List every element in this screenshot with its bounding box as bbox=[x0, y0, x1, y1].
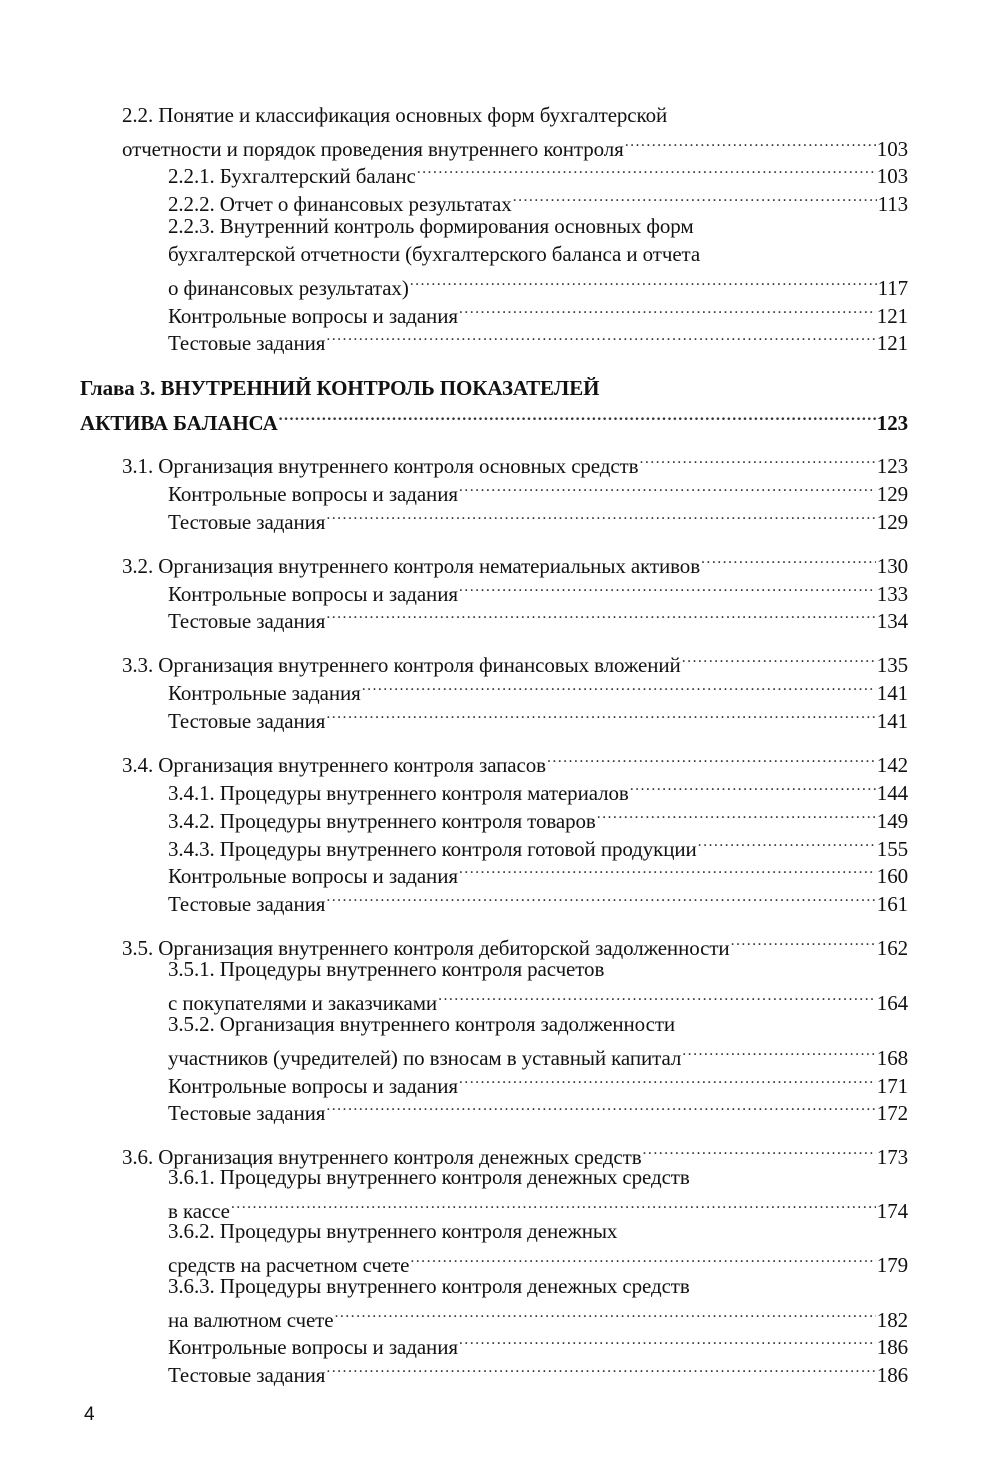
toc-chapter-heading bbox=[80, 403, 908, 435]
toc-entry-page: 162 bbox=[876, 936, 908, 960]
dot-leader bbox=[597, 801, 876, 828]
toc-entry-title: Контрольные задания bbox=[168, 681, 361, 705]
toc-entry-page: 142 bbox=[876, 753, 908, 777]
dot-leader bbox=[410, 1245, 875, 1272]
toc-entry bbox=[168, 1245, 908, 1277]
toc-entry bbox=[168, 829, 908, 861]
toc-entry-page: 130 bbox=[876, 554, 908, 578]
toc-entry-page: 133 bbox=[876, 582, 908, 606]
dot-leader bbox=[279, 403, 876, 430]
dot-leader bbox=[698, 829, 876, 856]
toc-entry-page: 103 bbox=[876, 164, 908, 188]
toc-entry-page: 121 bbox=[876, 304, 908, 328]
toc-entry-title: в кассе bbox=[168, 1199, 230, 1223]
toc-entry bbox=[168, 156, 908, 188]
toc-entry-title: 3.4. Организация внутреннего контроля запасов bbox=[122, 753, 546, 777]
dot-leader bbox=[438, 983, 876, 1010]
toc-entry bbox=[168, 673, 908, 705]
dot-leader bbox=[362, 673, 876, 700]
dot-leader bbox=[547, 745, 876, 772]
toc-entry-page: 113 bbox=[877, 192, 908, 216]
toc-entry bbox=[122, 446, 908, 478]
toc-entry-page: 121 bbox=[876, 331, 908, 355]
dot-leader bbox=[326, 884, 875, 911]
dot-leader bbox=[417, 156, 876, 183]
toc-entry-title: на валютном счете bbox=[168, 1308, 334, 1332]
toc-entry bbox=[168, 1300, 908, 1332]
toc-entry-title: Тестовые задания bbox=[168, 892, 326, 916]
toc-entry bbox=[168, 213, 694, 240]
dot-leader bbox=[682, 1038, 876, 1065]
toc-entry-page: 179 bbox=[876, 1253, 908, 1277]
dot-leader bbox=[459, 1066, 876, 1093]
dot-leader bbox=[682, 645, 876, 672]
dot-leader bbox=[459, 296, 876, 323]
toc-entry-title: Тестовые задания bbox=[168, 1363, 326, 1387]
toc-entry-title: Контрольные вопросы и задания bbox=[168, 1335, 458, 1359]
toc-entry bbox=[168, 323, 908, 355]
toc-entry-title: отчетности и порядок проведения внутреннего контроля bbox=[122, 137, 624, 161]
toc-entry bbox=[168, 1218, 617, 1245]
toc-entry-title: Контрольные вопросы и задания bbox=[168, 304, 458, 328]
toc-entry-title: 2.2.2. Отчет о финансовых результатах bbox=[168, 192, 512, 216]
toc-entry bbox=[168, 601, 908, 633]
dot-leader bbox=[326, 1093, 875, 1120]
toc-entry bbox=[168, 296, 908, 328]
toc-entry bbox=[122, 129, 908, 161]
dot-leader bbox=[731, 928, 876, 955]
toc-entry-title: АКТИВА БАЛАНСА bbox=[80, 411, 278, 435]
toc-entry-title: 3.5. Организация внутреннего контроля дебиторской задолженности bbox=[122, 936, 730, 960]
dot-leader bbox=[630, 773, 876, 800]
toc-entry-page: 117 bbox=[877, 276, 908, 300]
toc-entry-title: средств на расчетном счете bbox=[168, 1253, 410, 1277]
toc-entry-page: 155 bbox=[876, 837, 908, 861]
toc-entry-title: 2.2.1. Бухгалтерский баланс bbox=[168, 164, 416, 188]
toc-entry-title: Контрольные вопросы и задания bbox=[168, 482, 458, 506]
dot-leader bbox=[513, 184, 877, 211]
dot-leader bbox=[326, 502, 875, 529]
dot-leader bbox=[701, 546, 876, 573]
toc-entry-page: 160 bbox=[876, 864, 908, 888]
toc-entry-page: 135 bbox=[876, 653, 908, 677]
toc-entry bbox=[122, 745, 908, 777]
dot-leader bbox=[326, 601, 875, 628]
dot-leader bbox=[625, 129, 876, 156]
toc-entry-page: 164 bbox=[876, 991, 908, 1015]
toc-entry-title: 3.6.3. Процедуры внутреннего контроля денежных средств bbox=[168, 1274, 690, 1298]
toc-entry bbox=[122, 102, 667, 129]
toc-entry-page: 123 bbox=[876, 411, 908, 435]
toc-entry bbox=[168, 983, 908, 1015]
toc-entry-page: 173 bbox=[876, 1145, 908, 1169]
toc-entry-title: Контрольные вопросы и задания bbox=[168, 864, 458, 888]
toc-entry-title: бухгалтерской отчетности (бухгалтерского баланса и отчета bbox=[168, 242, 701, 266]
dot-leader bbox=[326, 1355, 875, 1382]
toc-entry bbox=[168, 184, 908, 216]
toc-entry-page: 141 bbox=[876, 681, 908, 705]
toc-entry bbox=[168, 773, 908, 805]
toc-entry-title: 3.6. Организация внутреннего контроля денежных средств bbox=[122, 1145, 642, 1169]
toc-entry bbox=[168, 241, 700, 268]
toc-entry-page: 161 bbox=[876, 892, 908, 916]
dot-leader bbox=[326, 701, 875, 728]
dot-leader bbox=[410, 268, 877, 295]
toc-entry-page: 186 bbox=[876, 1335, 908, 1359]
toc-entry-page: 182 bbox=[876, 1308, 908, 1332]
toc-entry-page: 168 bbox=[876, 1046, 908, 1070]
page-number: 4 bbox=[84, 1404, 95, 1425]
toc-entry bbox=[168, 502, 908, 534]
toc-entry bbox=[168, 884, 908, 916]
toc-entry-title: 2.2.3. Внутренний контроль формирования основных форм bbox=[168, 214, 694, 238]
toc-entry bbox=[168, 474, 908, 506]
toc-entry-page: 103 bbox=[876, 137, 908, 161]
toc-entry-title: о финансовых результатах) bbox=[168, 276, 409, 300]
toc-entry bbox=[168, 701, 908, 733]
toc-entry-page: 129 bbox=[876, 482, 908, 506]
toc-entry-title: 3.6.1. Процедуры внутреннего контроля денежных средств bbox=[168, 1165, 690, 1189]
toc-chapter-heading bbox=[80, 375, 599, 402]
toc-entry-page: 123 bbox=[876, 454, 908, 478]
toc-entry bbox=[122, 546, 908, 578]
toc-entry-page: 134 bbox=[876, 609, 908, 633]
toc-entry bbox=[168, 1164, 690, 1191]
dot-leader bbox=[639, 446, 875, 473]
toc-entry-page: 174 bbox=[876, 1199, 908, 1223]
toc-entry bbox=[168, 801, 908, 833]
toc-entry-title: участников (учредителей) по взносам в уставный капитал bbox=[168, 1046, 682, 1070]
toc-entry-title: 2.2. Понятие и классификация основных форм бухгалтерской bbox=[122, 103, 668, 127]
toc-entry-page: 129 bbox=[876, 510, 908, 534]
dot-leader bbox=[459, 856, 876, 883]
toc-entry bbox=[168, 956, 604, 983]
dot-leader bbox=[326, 323, 875, 350]
toc-entry-title: Контрольные вопросы и задания bbox=[168, 1074, 458, 1098]
toc-entry bbox=[168, 1038, 908, 1070]
toc-entry-page: 186 bbox=[876, 1363, 908, 1387]
toc-entry-page: 171 bbox=[876, 1074, 908, 1098]
toc-entry-page: 149 bbox=[876, 809, 908, 833]
toc-entry-title: 3.4.2. Процедуры внутреннего контроля товаров bbox=[168, 809, 596, 833]
toc-entry-title: 3.1. Организация внутреннего контроля основных средств bbox=[122, 454, 639, 478]
toc-entry bbox=[168, 1327, 908, 1359]
toc-entry-title: 3.5.1. Процедуры внутреннего контроля расчетов bbox=[168, 957, 605, 981]
dot-leader bbox=[459, 1327, 876, 1354]
toc-entry-page: 141 bbox=[876, 709, 908, 733]
toc-entry bbox=[122, 1137, 908, 1169]
toc-entry-page: 172 bbox=[876, 1101, 908, 1125]
toc-entry bbox=[122, 928, 908, 960]
toc-entry-page: 144 bbox=[876, 781, 908, 805]
toc-entry-title: Глава 3. ВНУТРЕННИЙ КОНТРОЛЬ ПОКАЗАТЕЛЕЙ bbox=[80, 376, 600, 400]
toc-entry bbox=[168, 1191, 908, 1223]
toc-entry-title: 3.2. Организация внутреннего контроля нематериальных активов bbox=[122, 554, 701, 578]
toc-entry bbox=[168, 1093, 908, 1125]
toc-entry-title: Тестовые задания bbox=[168, 1101, 326, 1125]
dot-leader bbox=[334, 1300, 875, 1327]
toc-entry bbox=[168, 574, 908, 606]
toc-entry-title: Контрольные вопросы и задания bbox=[168, 582, 458, 606]
toc-entry-title: Тестовые задания bbox=[168, 609, 326, 633]
dot-leader bbox=[643, 1137, 876, 1164]
dot-leader bbox=[459, 574, 876, 601]
toc-entry bbox=[168, 1355, 908, 1387]
dot-leader bbox=[231, 1191, 876, 1218]
toc-entry-title: с покупателями и заказчиками bbox=[168, 991, 438, 1015]
toc-entry-title: Тестовые задания bbox=[168, 331, 326, 355]
toc-entry bbox=[168, 856, 908, 888]
toc-entry-title: 3.5.2. Организация внутреннего контроля задолженности bbox=[168, 1012, 676, 1036]
toc-entry bbox=[122, 645, 908, 677]
toc-entry-title: Тестовые задания bbox=[168, 510, 326, 534]
toc-entry bbox=[168, 1066, 908, 1098]
toc-entry-title: 3.4.1. Процедуры внутреннего контроля материалов bbox=[168, 781, 629, 805]
toc-entry-title: 3.6.2. Процедуры внутреннего контроля денежных bbox=[168, 1219, 618, 1243]
toc-entry-title: 3.3. Организация внутреннего контроля финансовых вложений bbox=[122, 653, 681, 677]
toc-entry-title: 3.4.3. Процедуры внутреннего контроля готовой продукции bbox=[168, 837, 697, 861]
toc-entry bbox=[168, 268, 908, 300]
dot-leader bbox=[459, 474, 876, 501]
toc-entry bbox=[168, 1273, 690, 1300]
toc-entry bbox=[168, 1011, 675, 1038]
toc-entry-title: Тестовые задания bbox=[168, 709, 326, 733]
